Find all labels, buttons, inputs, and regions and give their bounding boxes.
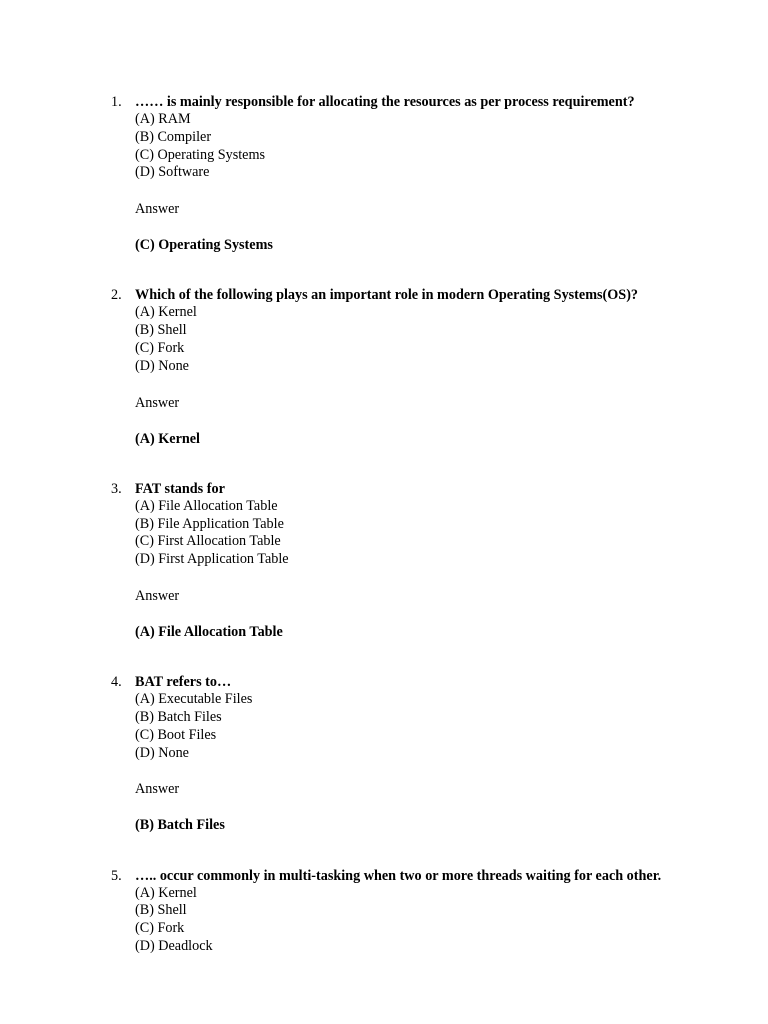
option-c: (C) Boot Files	[135, 726, 217, 743]
answer-value: (A) Kernel	[135, 430, 201, 447]
document-page	[0, 93, 768, 956]
option-b: (B) Shell	[135, 902, 187, 919]
option-a: (A) Kernel	[135, 884, 197, 901]
answer-value: (B) Batch Files	[135, 817, 225, 834]
question-number: 4.	[111, 674, 122, 691]
option-c: (C) Fork	[135, 920, 185, 937]
question-text: FAT stands for	[135, 480, 225, 497]
option-b: (B) Compiler	[135, 128, 212, 145]
option-b: (B) File Application Table	[135, 515, 284, 532]
answer-label: Answer	[135, 201, 180, 218]
question-text: BAT refers to…	[135, 674, 232, 691]
question-number: 1.	[111, 94, 122, 110]
answer-label: Answer	[135, 781, 180, 798]
answer-label: Answer	[135, 394, 180, 411]
option-a: (A) Executable Files	[135, 691, 253, 708]
answer-value: (C) Operating Systems	[135, 237, 273, 254]
answer-label: Answer	[135, 587, 180, 604]
option-b: (B) Batch Files	[135, 708, 222, 725]
question-5	[0, 867, 675, 956]
option-d: (D) None	[135, 744, 189, 761]
question-2	[0, 286, 675, 447]
option-d: (D) First Application Table	[135, 551, 289, 568]
question-number: 2.	[111, 287, 122, 304]
question-3	[0, 480, 675, 641]
option-c: (C) Fork	[135, 339, 185, 356]
option-d: (D) Software	[135, 164, 210, 181]
option-a: (A) File Allocation Table	[135, 497, 278, 514]
option-c: (C) First Allocation Table	[135, 533, 281, 550]
question-text: …… is mainly responsible for allocating the resources as per process requirement?	[135, 94, 635, 110]
question-number: 5.	[111, 867, 122, 884]
option-a: (A) RAM	[135, 111, 191, 127]
option-c: (C) Operating Systems	[135, 146, 266, 163]
question-text: ….. occur commonly in multi-tasking when two or more threads waiting for each other.	[135, 867, 662, 884]
question-4	[0, 673, 675, 834]
option-a: (A) Kernel	[135, 304, 197, 321]
question-text: Which of the following plays an important role in modern Operating Systems(OS)?	[135, 287, 639, 304]
option-d: (D) None	[135, 357, 189, 374]
option-d: (D) Deadlock	[135, 937, 213, 954]
option-b: (B) Shell	[135, 322, 187, 339]
question-number: 3.	[111, 480, 122, 497]
question-1	[0, 93, 675, 254]
answer-value: (A) File Allocation Table	[135, 623, 283, 640]
